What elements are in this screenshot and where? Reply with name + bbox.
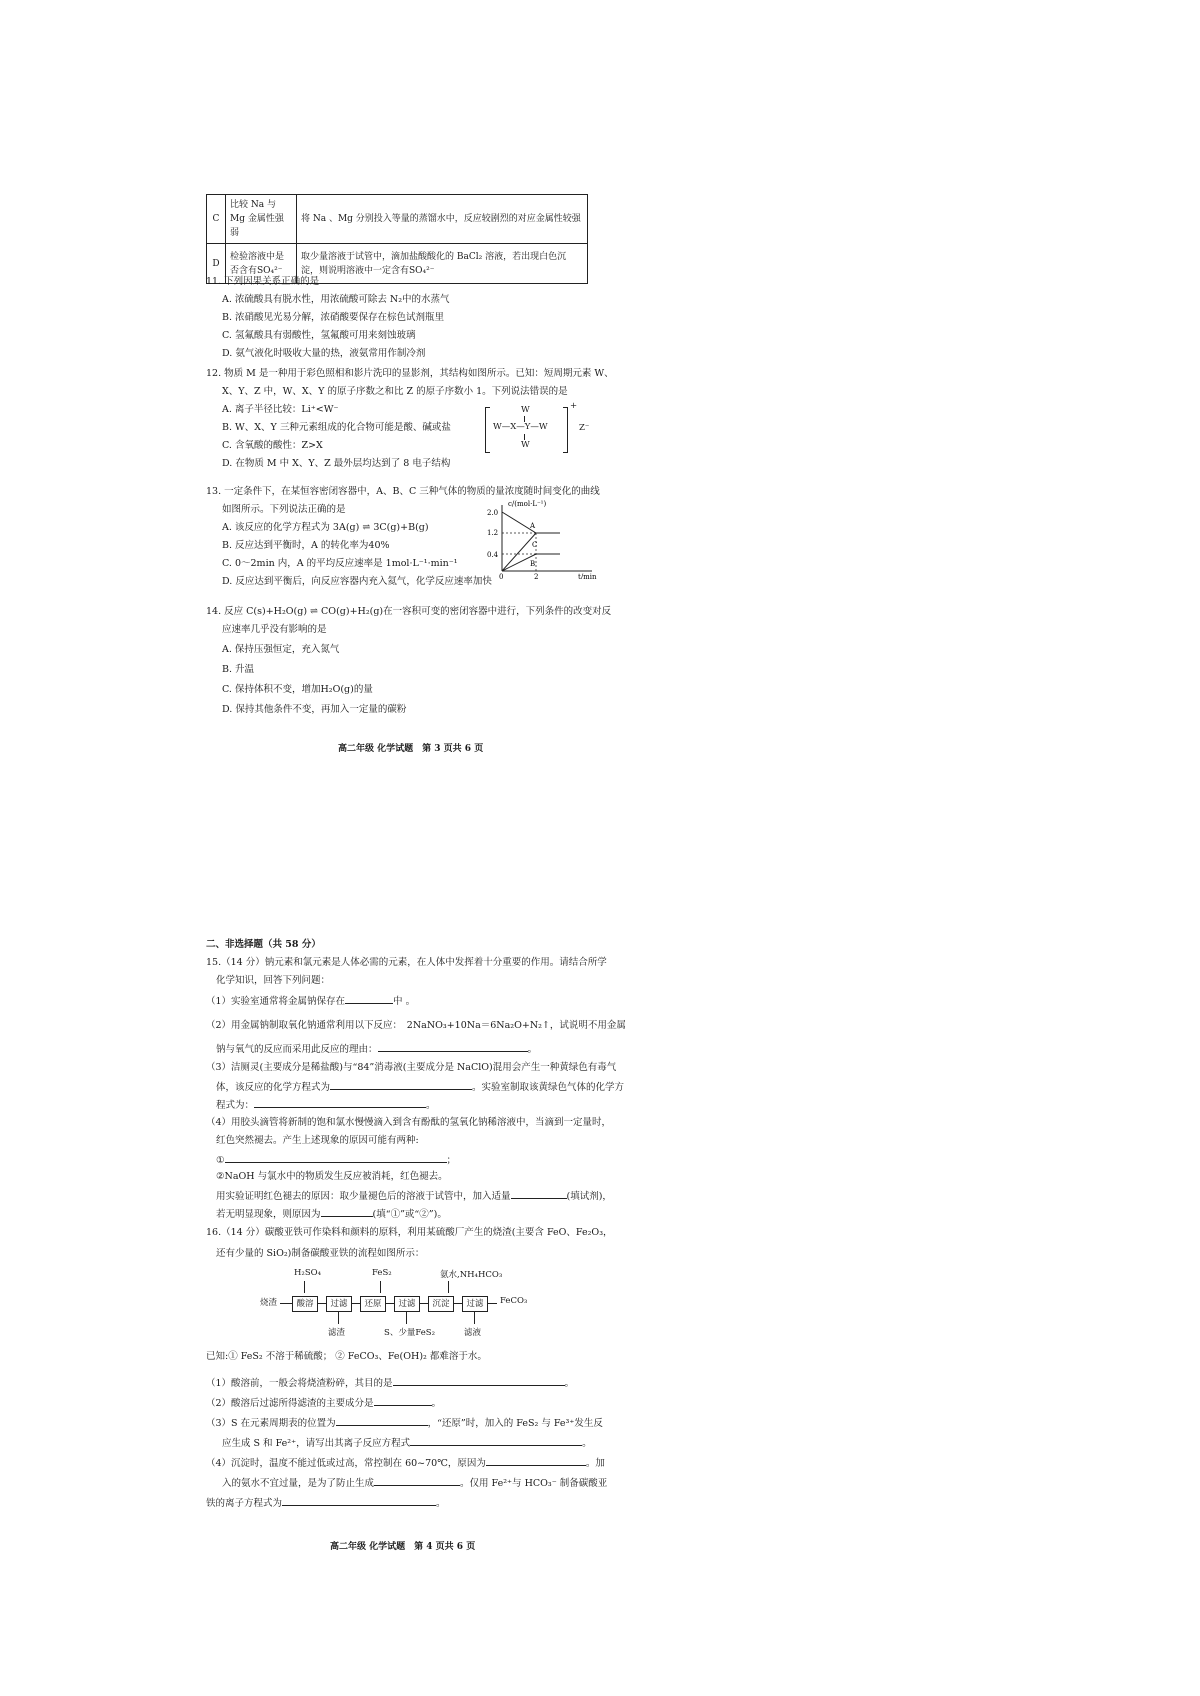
row-goal: 比较 Na 与 Mg 金属性强弱: [226, 195, 297, 244]
q15-part-3d-text: 程式为：: [216, 1100, 255, 1111]
q16-part-4a-text: （4）沉淀时，温度不能过低或过高，常控制在 60~70℃，原因为: [206, 1458, 486, 1469]
series-label: B: [530, 560, 536, 568]
q16-part-2-text: （2）酸溶后过滤所得滤渣的主要成分是: [206, 1398, 374, 1409]
q16-part-4d-text: 。仅用 Fe²⁺与 HCO₃⁻ 制备碳酸亚: [460, 1478, 608, 1489]
q12-stem-1: 12. 物质 M 是一种用于彩色照相和影片洗印的显影剂，其结构如图所示。已知：短周期元素 W、: [206, 368, 614, 379]
q16-part-3b-text: ，“还原”时，加入的 FeS₂ 与 Fe³⁺发生反: [427, 1418, 603, 1429]
q15-part-4f-text: (填试剂)，: [566, 1191, 612, 1202]
answer-blank[interactable]: [321, 1206, 373, 1217]
flow-output: S、少量FeS₂: [384, 1328, 436, 1338]
q13-stem-2: 如图所示。下列说法正确的是: [222, 504, 346, 515]
row-goal: 检验溶液中是否含有SO₄²⁻: [226, 244, 297, 284]
flow-step-filter: 过滤: [326, 1296, 352, 1312]
q11-option-b: B. 浓硝酸见光易分解，浓硝酸要保存在棕色试剂瓶里: [222, 312, 445, 323]
answer-blank[interactable]: [410, 1435, 582, 1446]
q12-option-d: D. 在物质 M 中 X、Y、Z 最外层均达到了 8 电子结构: [222, 458, 451, 469]
structure-middle: W—X—Y—W: [493, 422, 548, 432]
q14-stem-2: 应速率几乎没有影响的是: [222, 624, 327, 635]
q15-part-4e: [216, 1188, 612, 1204]
q12-option-a: A. 离子半径比较：Li⁺<W⁻: [222, 404, 339, 415]
q16-part-2: （2）酸溶后过滤所得滤渣的主要成分是 。: [206, 1395, 441, 1411]
q16-line-1: 16.（14 分）碳酸亚铁可作染料和颜料的原料，利用某硫酸厂产生的烧渣(主要含 FeO、Fe₂O₃，: [206, 1227, 613, 1238]
flow-input: H₂SO₄: [294, 1268, 322, 1278]
arrow: [338, 1312, 339, 1324]
arrow: [474, 1312, 475, 1324]
process-flowchart: [260, 1268, 560, 1344]
answer-blank[interactable]: [282, 1495, 436, 1506]
y-axis-label: c/(mol·L⁻¹): [508, 500, 547, 508]
arrow: [419, 1303, 428, 1304]
answer-blank[interactable]: [486, 1455, 586, 1466]
flow-output: 滤渣: [328, 1328, 346, 1338]
series-label: C: [532, 541, 538, 549]
options-table: [206, 194, 588, 284]
flow-step-reduce: 还原: [360, 1296, 386, 1312]
arrow: [351, 1303, 360, 1304]
q16-part-4b-text: 。加: [585, 1458, 605, 1469]
q15-part-1: [206, 993, 415, 1009]
q16-part-4e: 铁的离子方程式为 。: [206, 1495, 446, 1511]
q15-part-1-text: （1）实验室通常将金属钠保存在: [206, 996, 346, 1007]
structure-bottom: W: [521, 440, 530, 450]
q16-known: 已知:① FeS₂ 不溶于稀硫酸； ② FeCO₃、Fe(OH)₂ 都难溶于水。: [206, 1351, 487, 1362]
q15-part-4g: [216, 1206, 447, 1222]
q14-stem-1: 14. 反应 C(s)+H₂O(g) ⇌ CO(g)+H₂(g)在一容积可变的密闭容器中进行，下列条件的改变对反: [206, 606, 612, 617]
q15-part-4c-text: ①: [216, 1155, 225, 1166]
arrow: [453, 1303, 462, 1304]
flow-input: 氨水,NH₄HCO₃: [440, 1270, 503, 1280]
answer-blank[interactable]: [225, 1152, 447, 1163]
q15-part-4b: 红色突然褪去。产生上述现象的原因可能有两种:: [216, 1135, 419, 1146]
flow-step-filter: 过滤: [462, 1296, 488, 1312]
left-bracket: [485, 407, 490, 453]
q13-option-a: A. 该反应的化学方程式为 3A(g) ⇌ 3C(g)+B(g): [222, 522, 429, 533]
right-bracket: [563, 407, 568, 453]
structure-charge: +: [570, 401, 578, 411]
answer-blank[interactable]: [393, 1375, 565, 1386]
answer-blank[interactable]: [374, 1395, 432, 1406]
row-key: D: [207, 244, 226, 284]
flow-step-acid-dissolve: 酸溶: [292, 1296, 318, 1312]
flow-end: FeCO₃: [500, 1296, 528, 1306]
arrow: [280, 1303, 292, 1304]
q15-part-4c: ① ；: [216, 1152, 456, 1168]
row-method: 将 Na 、Mg 分别投入等量的蒸馏水中，反应较剧烈的对应金属性较强: [297, 195, 588, 244]
q16-part-4: [206, 1455, 605, 1471]
q13-option-d: D. 反应达到平衡后，向反应容器内充入氦气，化学反应速率加快: [222, 576, 492, 587]
answer-blank[interactable]: [374, 1475, 460, 1486]
flow-start: 烧渣: [260, 1298, 278, 1308]
q15-part-3b: [216, 1079, 624, 1095]
arrow: [317, 1303, 326, 1304]
answer-blank[interactable]: [511, 1188, 567, 1199]
q15-part-3c-text: 。实验室制取该黄绿色气体的化学方: [472, 1082, 625, 1093]
q16-line-2: 还有少量的 SiO₂)制备碳酸亚铁的流程如图所示：: [216, 1248, 425, 1259]
q14-option-a: A. 保持压强恒定，充入氮气: [222, 644, 340, 655]
arrow: [380, 1281, 381, 1293]
q15-part-4: （4）用胶头滴管将新制的饱和氯水慢慢滴入到含有酚酞的氢氧化钠稀溶液中，当滴到一定量时，: [206, 1117, 612, 1128]
row-method: 取少量溶液于试管中，滴加盐酸酸化的 BaCl₂ 溶液，若出现白色沉淀，则说明溶液中一定含有SO₄²⁻: [297, 244, 588, 284]
q15-part-4e-text: 用实验证明红色褪去的原因：取少量褪色后的溶液于试管中，加入适量: [216, 1191, 511, 1202]
q16-part-3: [206, 1415, 603, 1431]
q15-part-2b: 钠与氧气的反应而采用此反应的理由： 。: [216, 1041, 537, 1057]
flow-step-filter: 过滤: [394, 1296, 420, 1312]
q16-part-4c-text: 入的氨水不宜过量，是为了防止生成: [222, 1478, 375, 1489]
arrow: [304, 1281, 305, 1293]
q15-part-1-end: 中 。: [393, 996, 416, 1007]
q15-part-3: （3）洁厕灵(主要成分是稀盐酸)与“84”消毒液(主要成分是 NaClO)混用会产生一种黄绿色有毒气: [206, 1062, 617, 1073]
q11-option-a: A. 浓硫酸具有脱水性，用浓硫酸可除去 N₂中的水蒸气: [222, 294, 450, 305]
q11-option-c: C. 氢氟酸具有弱酸性，氢氟酸可用来刻蚀玻璃: [222, 330, 416, 341]
y-tick: 1.2: [487, 529, 499, 537]
series-label: A: [530, 522, 536, 530]
answer-blank[interactable]: [330, 1079, 472, 1090]
q13-stem-1: 13. 一定条件下，在某恒容密闭容器中，A、B、C 三种气体的物质的量浓度随时间变化的曲线: [206, 486, 600, 497]
y-tick: 2.0: [487, 509, 499, 517]
q14-option-c: C. 保持体积不变，增加H₂O(g)的量: [222, 684, 373, 695]
arrow: [385, 1303, 394, 1304]
q11-stem: 11. 下列因果关系正确的是: [206, 276, 320, 287]
x-tick: 2: [534, 573, 539, 579]
q15-part-3b-text: 体，该反应的化学方程式为: [216, 1082, 331, 1093]
structure-top: W: [521, 405, 530, 415]
q15-part-4g-text: 若无明显现象，则原因为: [216, 1209, 321, 1220]
q15-part-3d: 程式为： 。: [216, 1097, 436, 1113]
q13-option-c: C. 0～2min 内，A 的平均反应速率是 1mol·L⁻¹·min⁻¹: [222, 558, 458, 569]
flow-output: 滤液: [464, 1328, 482, 1338]
q15-line-2: 化学知识，回答下列问题：: [216, 975, 331, 986]
q15-part-4h-text: (填“①”或“②”)。: [372, 1209, 447, 1220]
answer-blank[interactable]: [345, 993, 393, 1004]
q16-part-1: （1）酸溶前，一般会将烧渣粉碎，其目的是 。: [206, 1375, 574, 1391]
answer-blank[interactable]: [336, 1415, 428, 1426]
y-tick: 0.4: [487, 551, 499, 559]
q16-part-3a-text: （3）S 在元素周期表的位置为: [206, 1418, 336, 1429]
q15-part-2: （2）用金属钠制取氧化钠通常利用以下反应： 2NaNO₃+10Na＝6Na₂O+N₂↑，试说明不用金属: [206, 1020, 626, 1031]
x-tick: 0: [499, 573, 504, 579]
q11-option-d: D. 氨气液化时吸收大量的热，液氨常用作制冷剂: [222, 348, 426, 359]
q16-part-1-text: （1）酸溶前，一般会将烧渣粉碎，其目的是: [206, 1378, 393, 1389]
arrow: [448, 1281, 449, 1293]
q12-stem-2: X、Y、Z 中，W、X、Y 的原子序数之和比 Z 的原子序数小 1。下列说法错误的是: [222, 386, 568, 397]
x-axis-label: t/min: [578, 573, 597, 579]
flow-step-precipitate: 沉淀: [428, 1296, 454, 1312]
page-footer: 高二年级 化学试题 第 4 页共 6 页: [330, 1542, 476, 1552]
q14-option-b: B. 升温: [222, 664, 255, 675]
q15-line-1: 15.（14 分）钠元素和氯元素是人体必需的元素，在人体中发挥着十分重要的作用。请结合所学: [206, 957, 607, 968]
section-title: 二、非选择题（共 58 分）: [206, 939, 321, 950]
page-footer: 高二年级 化学试题 第 3 页共 6 页: [338, 744, 484, 754]
answer-blank[interactable]: [254, 1097, 426, 1108]
q16-part-3c-text: 应生成 S 和 Fe²⁺，请写出其离子反应方程式: [222, 1438, 411, 1449]
row-key: C: [207, 195, 226, 244]
flow-input: FeS₂: [372, 1268, 392, 1278]
table-row: [207, 195, 588, 244]
q15-part-2b-text: 钠与氧气的反应而采用此反应的理由：: [216, 1044, 378, 1055]
q16-part-3c: 应生成 S 和 Fe²⁺，请写出其离子反应方程式 。: [222, 1435, 592, 1451]
concentration-graph: [480, 497, 600, 579]
q16-part-4c: [222, 1475, 607, 1491]
structure-diagram: [485, 401, 595, 455]
q12-option-b: B. W、X、Y 三种元素组成的化合物可能是酸、碱或盐: [222, 422, 451, 433]
arrow: [406, 1312, 407, 1324]
structure-anion: Z⁻: [579, 423, 590, 433]
answer-blank[interactable]: [378, 1041, 528, 1052]
arrow: [487, 1303, 497, 1304]
q13-option-b: B. 反应达到平衡时，A 的转化率为40%: [222, 540, 390, 551]
q15-part-4d: ②NaOH 与氯水中的物质发生反应被消耗，红色褪去。: [216, 1171, 448, 1182]
q12-option-c: C. 含氧酸的酸性：Z>X: [222, 440, 323, 451]
q16-part-4e-text: 铁的离子方程式为: [206, 1498, 283, 1509]
q14-option-d: D. 保持其他条件不变，再加入一定量的碳粉: [222, 704, 407, 715]
